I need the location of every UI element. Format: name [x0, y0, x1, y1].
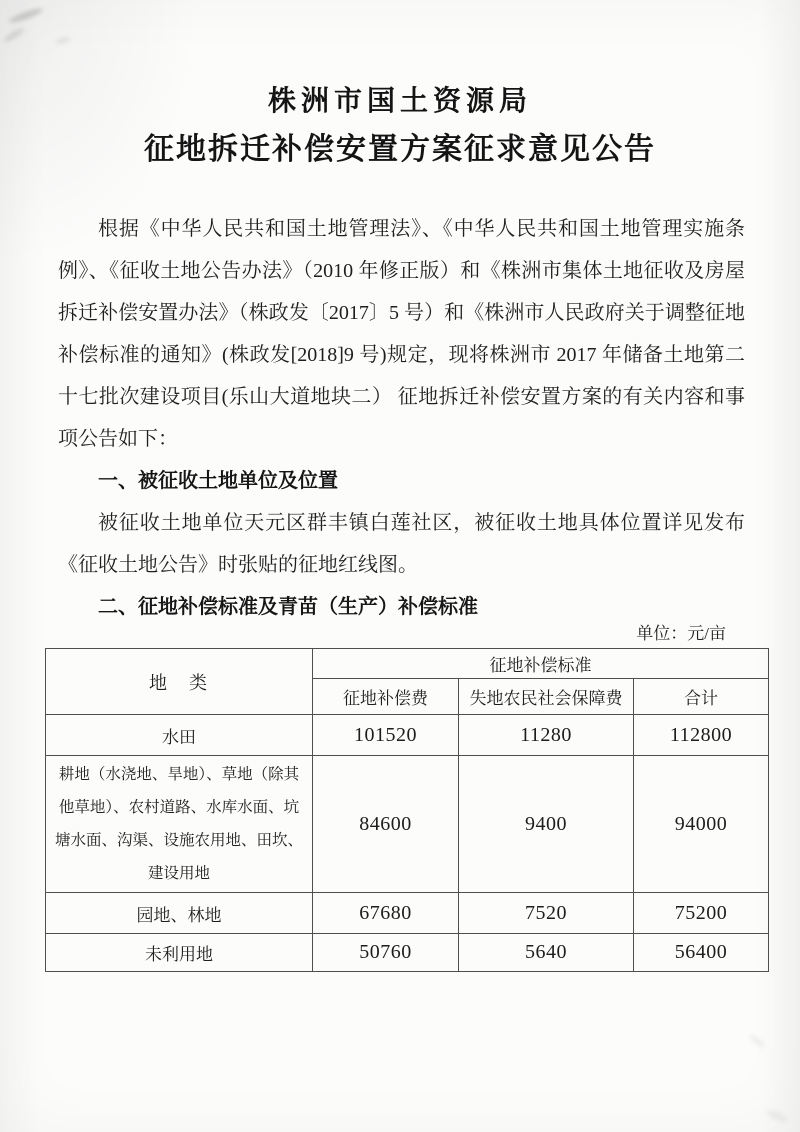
compensation-table: [45, 648, 769, 972]
table-row: [46, 756, 769, 893]
table-unit-label: 单位：元/亩: [636, 624, 726, 643]
cell-land-type: 水田: [46, 715, 313, 756]
cell-compensation: 67680: [313, 893, 459, 934]
table-header-row-1: [46, 649, 769, 679]
document-title-block: [0, 0, 800, 172]
cell-social-security: 9400: [459, 756, 634, 893]
cell-total: 75200: [634, 893, 769, 934]
section2-heading: 二、征地补偿标准及青苗（生产）补偿标准: [98, 596, 478, 618]
table-row: [46, 934, 769, 972]
cell-compensation: 84600: [313, 756, 459, 893]
document-title-subject: 征地拆迁补偿安置方案征求意见公告: [144, 133, 656, 166]
header-cell-land-type: 地 类: [46, 649, 313, 715]
table-row: [46, 715, 769, 756]
cell-social-security: 11280: [459, 715, 634, 756]
scan-smudge: [765, 1108, 788, 1125]
header-cell-compensation: 征地补偿费: [313, 679, 459, 715]
table-row: [46, 893, 769, 934]
cell-total: 56400: [634, 934, 769, 972]
cell-compensation: 101520: [313, 715, 459, 756]
cell-compensation: 50760: [313, 934, 459, 972]
cell-land-type: 耕地（水浇地、旱地）、草地（除其他草地）、农村道路、水库水面、坑塘水面、沟渠、设施农用地、田坎、建设用地: [46, 756, 313, 893]
cell-social-security: 5640: [459, 934, 634, 972]
section1-heading: 一、被征收土地单位及位置: [98, 470, 338, 492]
cell-land-type: 未利用地: [46, 934, 313, 972]
header-cell-social-security: 失地农民社会保障费: [459, 679, 634, 715]
cell-total: 112800: [634, 715, 769, 756]
cell-social-security: 7520: [459, 893, 634, 934]
cell-total: 94000: [634, 756, 769, 893]
cell-land-type: 园地、林地: [46, 893, 313, 934]
document-body: [58, 208, 745, 628]
intro-paragraph: 根据《中华人民共和国土地管理法》、《中华人民共和国土地管理实施条例》、《征收土地公告办法》（2010 年修正版）和《株洲市集体土地征收及房屋拆迁补偿安置办法》（株政发〔2017〕5 号）和《株洲市人民政府关于调整征地补偿标准的通知》(株政发[2018]9 号)规定，现将株洲市 2017 年储备土地第二十七批次建设项目(乐山大道地块二） 征地拆迁补偿安置方案的有关内容和事项公告如下：: [58, 218, 745, 450]
document-title-org: 株洲市国土资源局: [267, 86, 532, 117]
scan-smudge: [748, 1033, 766, 1049]
section1-paragraph: 被征收土地单位天元区群丰镇白莲社区，被征收土地具体位置详见发布《征收土地公告》时张贴的征地红线图。: [58, 512, 745, 576]
header-cell-group: 征地补偿标准: [313, 649, 769, 679]
header-cell-total: 合计: [634, 679, 769, 715]
